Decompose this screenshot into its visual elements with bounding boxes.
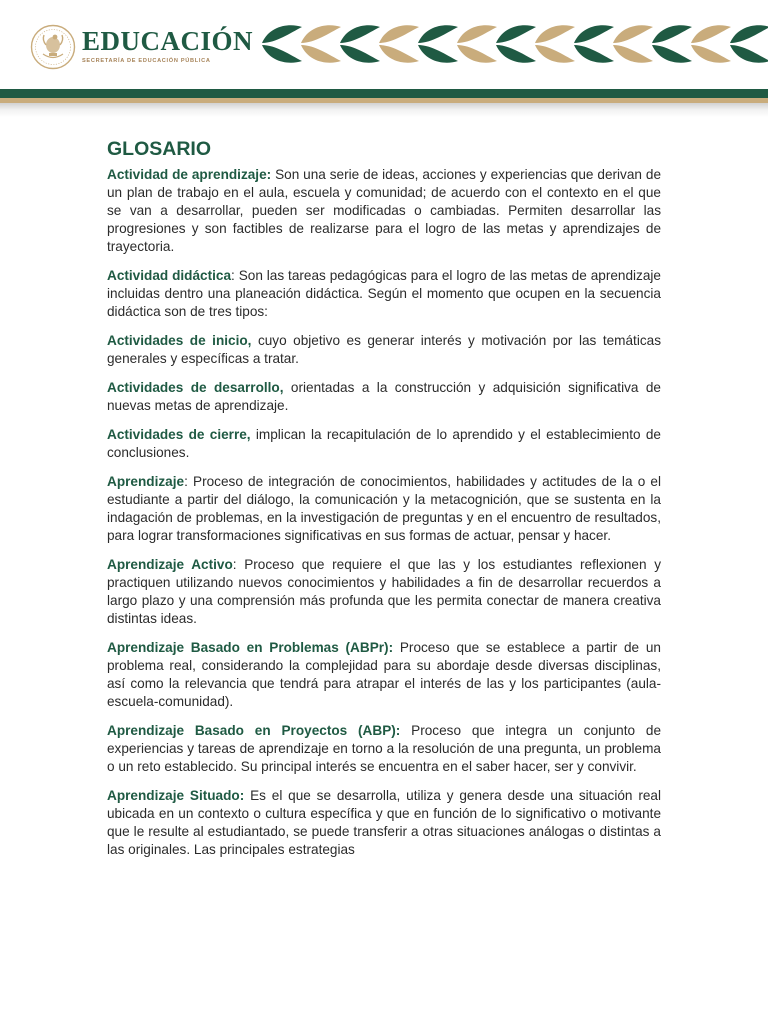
glossary-term: Actividad de aprendizaje: <box>107 167 272 182</box>
glossary-entry <box>107 267 661 321</box>
glossary-entry <box>107 556 661 628</box>
glossary-entry <box>107 379 661 415</box>
glossary-definition: implican la recapitulación de lo aprendido y el establecimiento de conclusiones. <box>107 427 661 460</box>
glossary-definition: cuyo objetivo es generar interés y motivación por las temáticas generales y específicas a tratar. <box>107 333 661 366</box>
glossary-term: Actividades de inicio, <box>107 333 252 348</box>
glossary-entry <box>107 722 661 776</box>
brand-subtitle: SECRETARÍA DE EDUCACIÓN PÚBLICA <box>82 58 211 64</box>
glossary-entry <box>107 166 661 256</box>
glossary-definition: orientadas a la construcción y adquisición significativa de nuevas metas de aprendizaje. <box>107 380 661 413</box>
glossary-definition: Son una serie de ideas, acciones y experiencias que derivan de un plan de trabajo en el aula, escuela y comunidad; de acuerdo con el contexto en el que se van a desarrollar, pueden ser modificadas o cambiadas. Permiten desarrollar las progresiones y son factibles de realizarse para el logro de las metas y aprendizajes de trayectoria. <box>107 167 661 254</box>
glossary-content <box>107 136 661 870</box>
glossary-definition: Es el que se desarrolla, utiliza y genera desde una situación real ubicada en un contexto o cultura específica y que en función de lo significativo o motivante que le resulte al estudiantado, se puede transferir a otras situaciones análogas o distintas a las originales. Las principales estrategias <box>107 788 661 857</box>
brand-title: EDUCACIÓN <box>82 26 254 56</box>
glossary-term: Actividades de cierre, <box>107 427 251 442</box>
page-header <box>0 0 768 118</box>
glossary-definition: Proceso que integra un conjunto de experiencias y tareas de aprendizaje en torno a la resolución de una pregunta, un problema o un reto establecido. Su principal interés se encuentra en el saber hacer, ser y convivir. <box>107 723 661 774</box>
glossary-term: Actividades de desarrollo, <box>107 380 284 395</box>
page-title: GLOSARIO <box>107 138 212 160</box>
header-band-green <box>0 89 768 98</box>
glossary-definition: : Proceso que requiere el que las y los estudiantes reflexionen y practiquen utilizando nuevos conocimientos y habilidades a fin de desarrollar recuerdos a largo plazo y una comprensión más profunda que les permita conectar de manera creativa distintas ideas. <box>107 557 661 626</box>
glossary-term: Aprendizaje Basado en Proyectos (ABP): <box>107 723 401 738</box>
glossary-definition: : Proceso de integración de conocimientos, habilidades y actitudes de la o el estudiante a partir del diálogo, la comunicación y la metacognición, que se sustenta en la indagación de problemas, en la investigación de preguntas y en el encuentro de resultados, para lograr transformaciones significativas en sus formas de actuar, pensar y hacer. <box>107 474 661 543</box>
glossary-definition: : Son las tareas pedagógicas para el logro de las metas de aprendizaje incluidas dentro una planeación didáctica. Según el momento que ocupen en la secuencia didáctica son de tres tipos: <box>107 268 661 319</box>
glossary-term: Actividad didáctica <box>107 268 232 283</box>
glossary-term: Aprendizaje Situado: <box>107 788 245 803</box>
glossary-entry <box>107 426 661 462</box>
glossary-entry <box>107 787 661 859</box>
glossary-entry <box>107 332 661 368</box>
coat-of-arms-seal-icon <box>30 24 76 70</box>
laurel-leaf-pattern-icon <box>258 21 768 67</box>
brand <box>82 26 253 65</box>
glossary-term: Aprendizaje Activo <box>107 557 233 572</box>
glossary-term: Aprendizaje <box>107 474 185 489</box>
glossary-entry <box>107 639 661 711</box>
glossary-definition: Proceso que se establece a partir de un problema real, considerando la complejidad para su abordaje desde diversas disciplinas, así como la relevancia que tendrá para atrapar el interés de las y los participantes (aula-escuela-comunidad). <box>107 640 661 709</box>
glossary-term: Aprendizaje Basado en Problemas (ABPr): <box>107 640 394 655</box>
header-band-shadow <box>0 103 768 117</box>
glossary-entry <box>107 473 661 545</box>
